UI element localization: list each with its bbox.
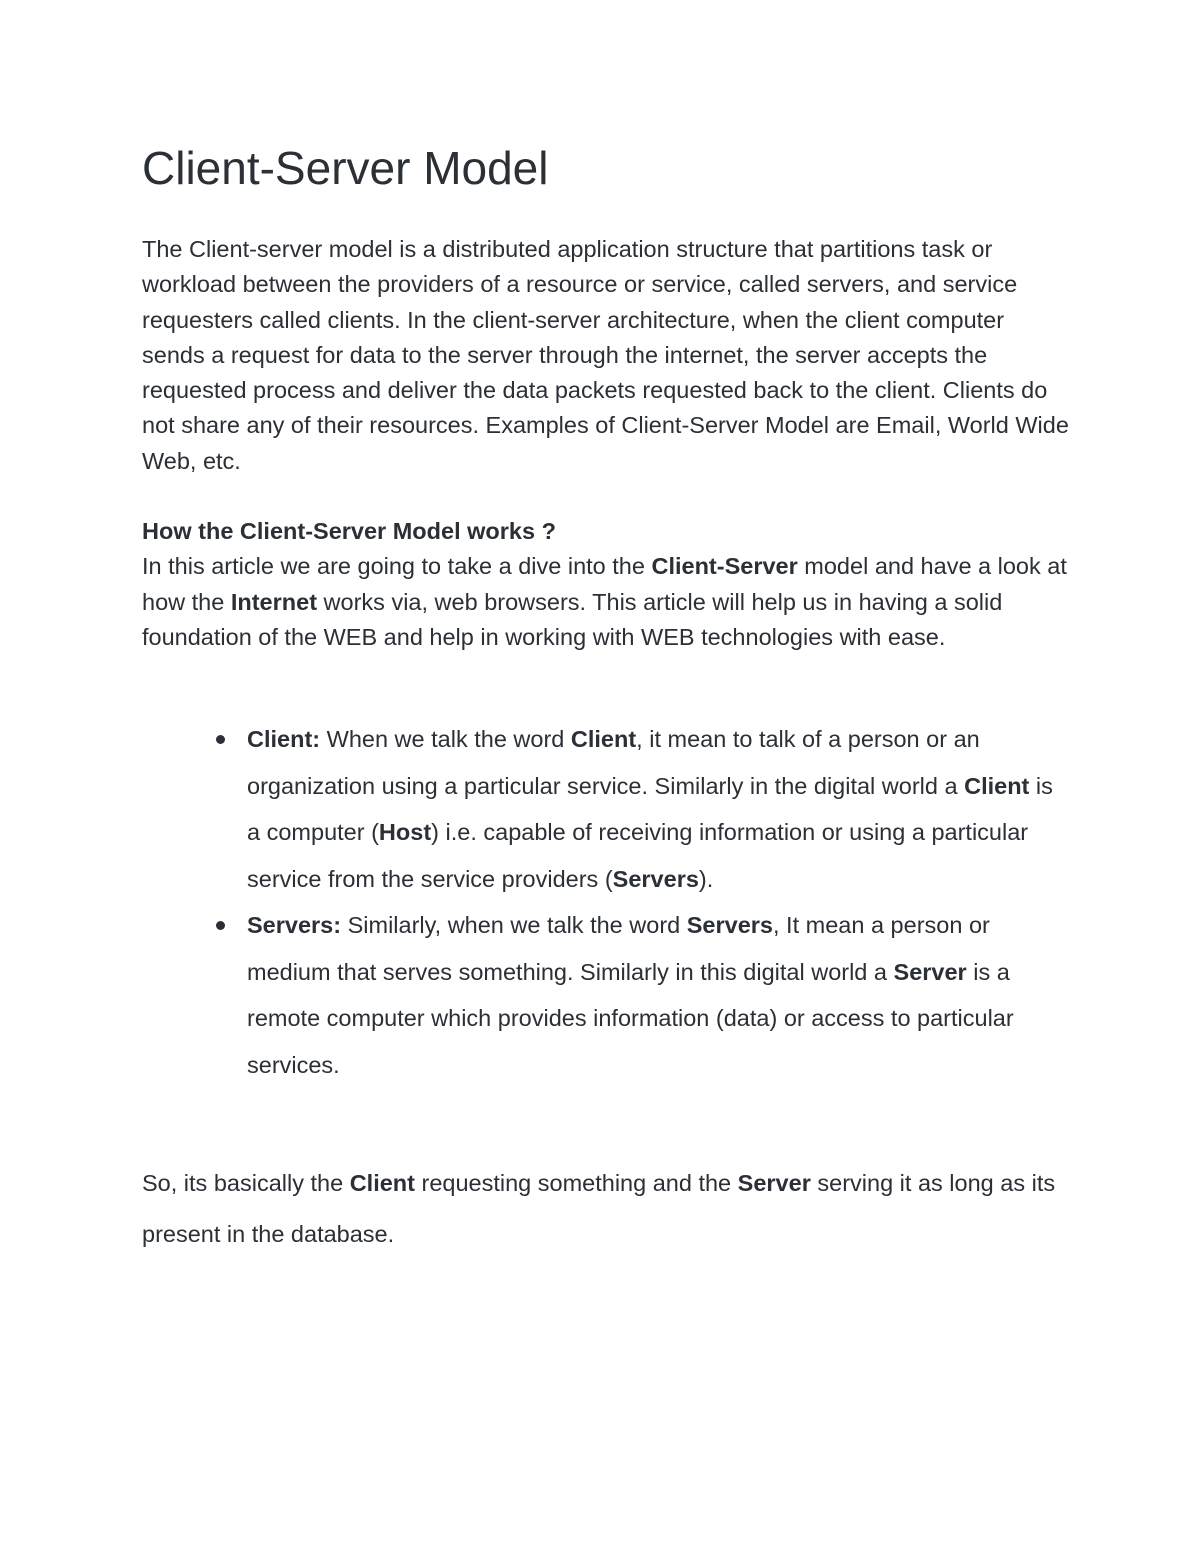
bullet-text: is a computer ( [247, 772, 1053, 846]
list-item-client [247, 716, 1072, 902]
closing-bold-server: Server [737, 1170, 811, 1197]
bullet-text: , It mean a person or medium that serves something. Similarly in this digital world a [247, 912, 990, 985]
bullet-bold: Servers [612, 865, 699, 892]
document-content [142, 138, 1072, 1260]
closing-bold-client: Client [349, 1170, 415, 1197]
closing-text: serving it as long as its present in the database. [142, 1170, 1056, 1248]
list-item-servers [247, 902, 1072, 1088]
article-paragraph [142, 549, 1072, 655]
bullet-bold: Servers [686, 912, 773, 939]
bullet-text: , it mean to talk of a person or an organization using a particular service. Similarly in the digital world a [247, 726, 980, 799]
section-heading: How the Client-Server Model works ? [142, 518, 556, 545]
intro-paragraph: The Client-server model is a distributed application structure that partitions task or workload between the providers of a resource or service, called servers, and service requesters called clients. In the client-server architecture, when the client computer sends a request for data to the server through the internet, the server accepts the requested process and deliver the data packets requested back to the client. Clients do not share any of their resources. Examples of Client-Server Model are Email, World Wide Web, etc. [142, 236, 1069, 474]
bullet-bold: Server [893, 958, 967, 985]
article-text: works via, web browsers. This article will help us in having a solid foundation of the WEB and help in working with WEB technologies with ease. [142, 588, 1003, 650]
bullet-text: ) i.e. capable of receiving information or using a particular service from the service providers ( [247, 819, 1029, 892]
bullet-text: is a remote computer which provides information (data) or access to particular services. [247, 958, 1014, 1078]
closing-paragraph [142, 1158, 1072, 1260]
closing-text: requesting something and the [414, 1170, 738, 1197]
closing-text: So, its basically the [142, 1170, 350, 1197]
bullet-bold: Client [964, 772, 1030, 799]
page-title: Client-Server Model [142, 142, 549, 194]
bullet-text: ). [698, 865, 714, 892]
bullet-dot-icon [216, 921, 225, 930]
bullet-bold: Client [570, 726, 637, 753]
bullet-dot-icon [216, 735, 225, 744]
bullet-text: Similarly, when we talk the word [341, 912, 687, 939]
article-text: In this article we are going to take a dive into the [142, 553, 652, 580]
bullet-list [142, 716, 1072, 1088]
bullet-text: When we talk the word [320, 726, 571, 753]
article-bold-client-server: Client-Server [651, 553, 798, 580]
bullet-bold: Host [378, 819, 432, 846]
bullet-term: Servers: [247, 912, 342, 939]
article-text: model and have a look at how the [142, 553, 1067, 615]
bullet-term: Client: [247, 726, 321, 753]
article-bold-internet: Internet [230, 588, 318, 615]
